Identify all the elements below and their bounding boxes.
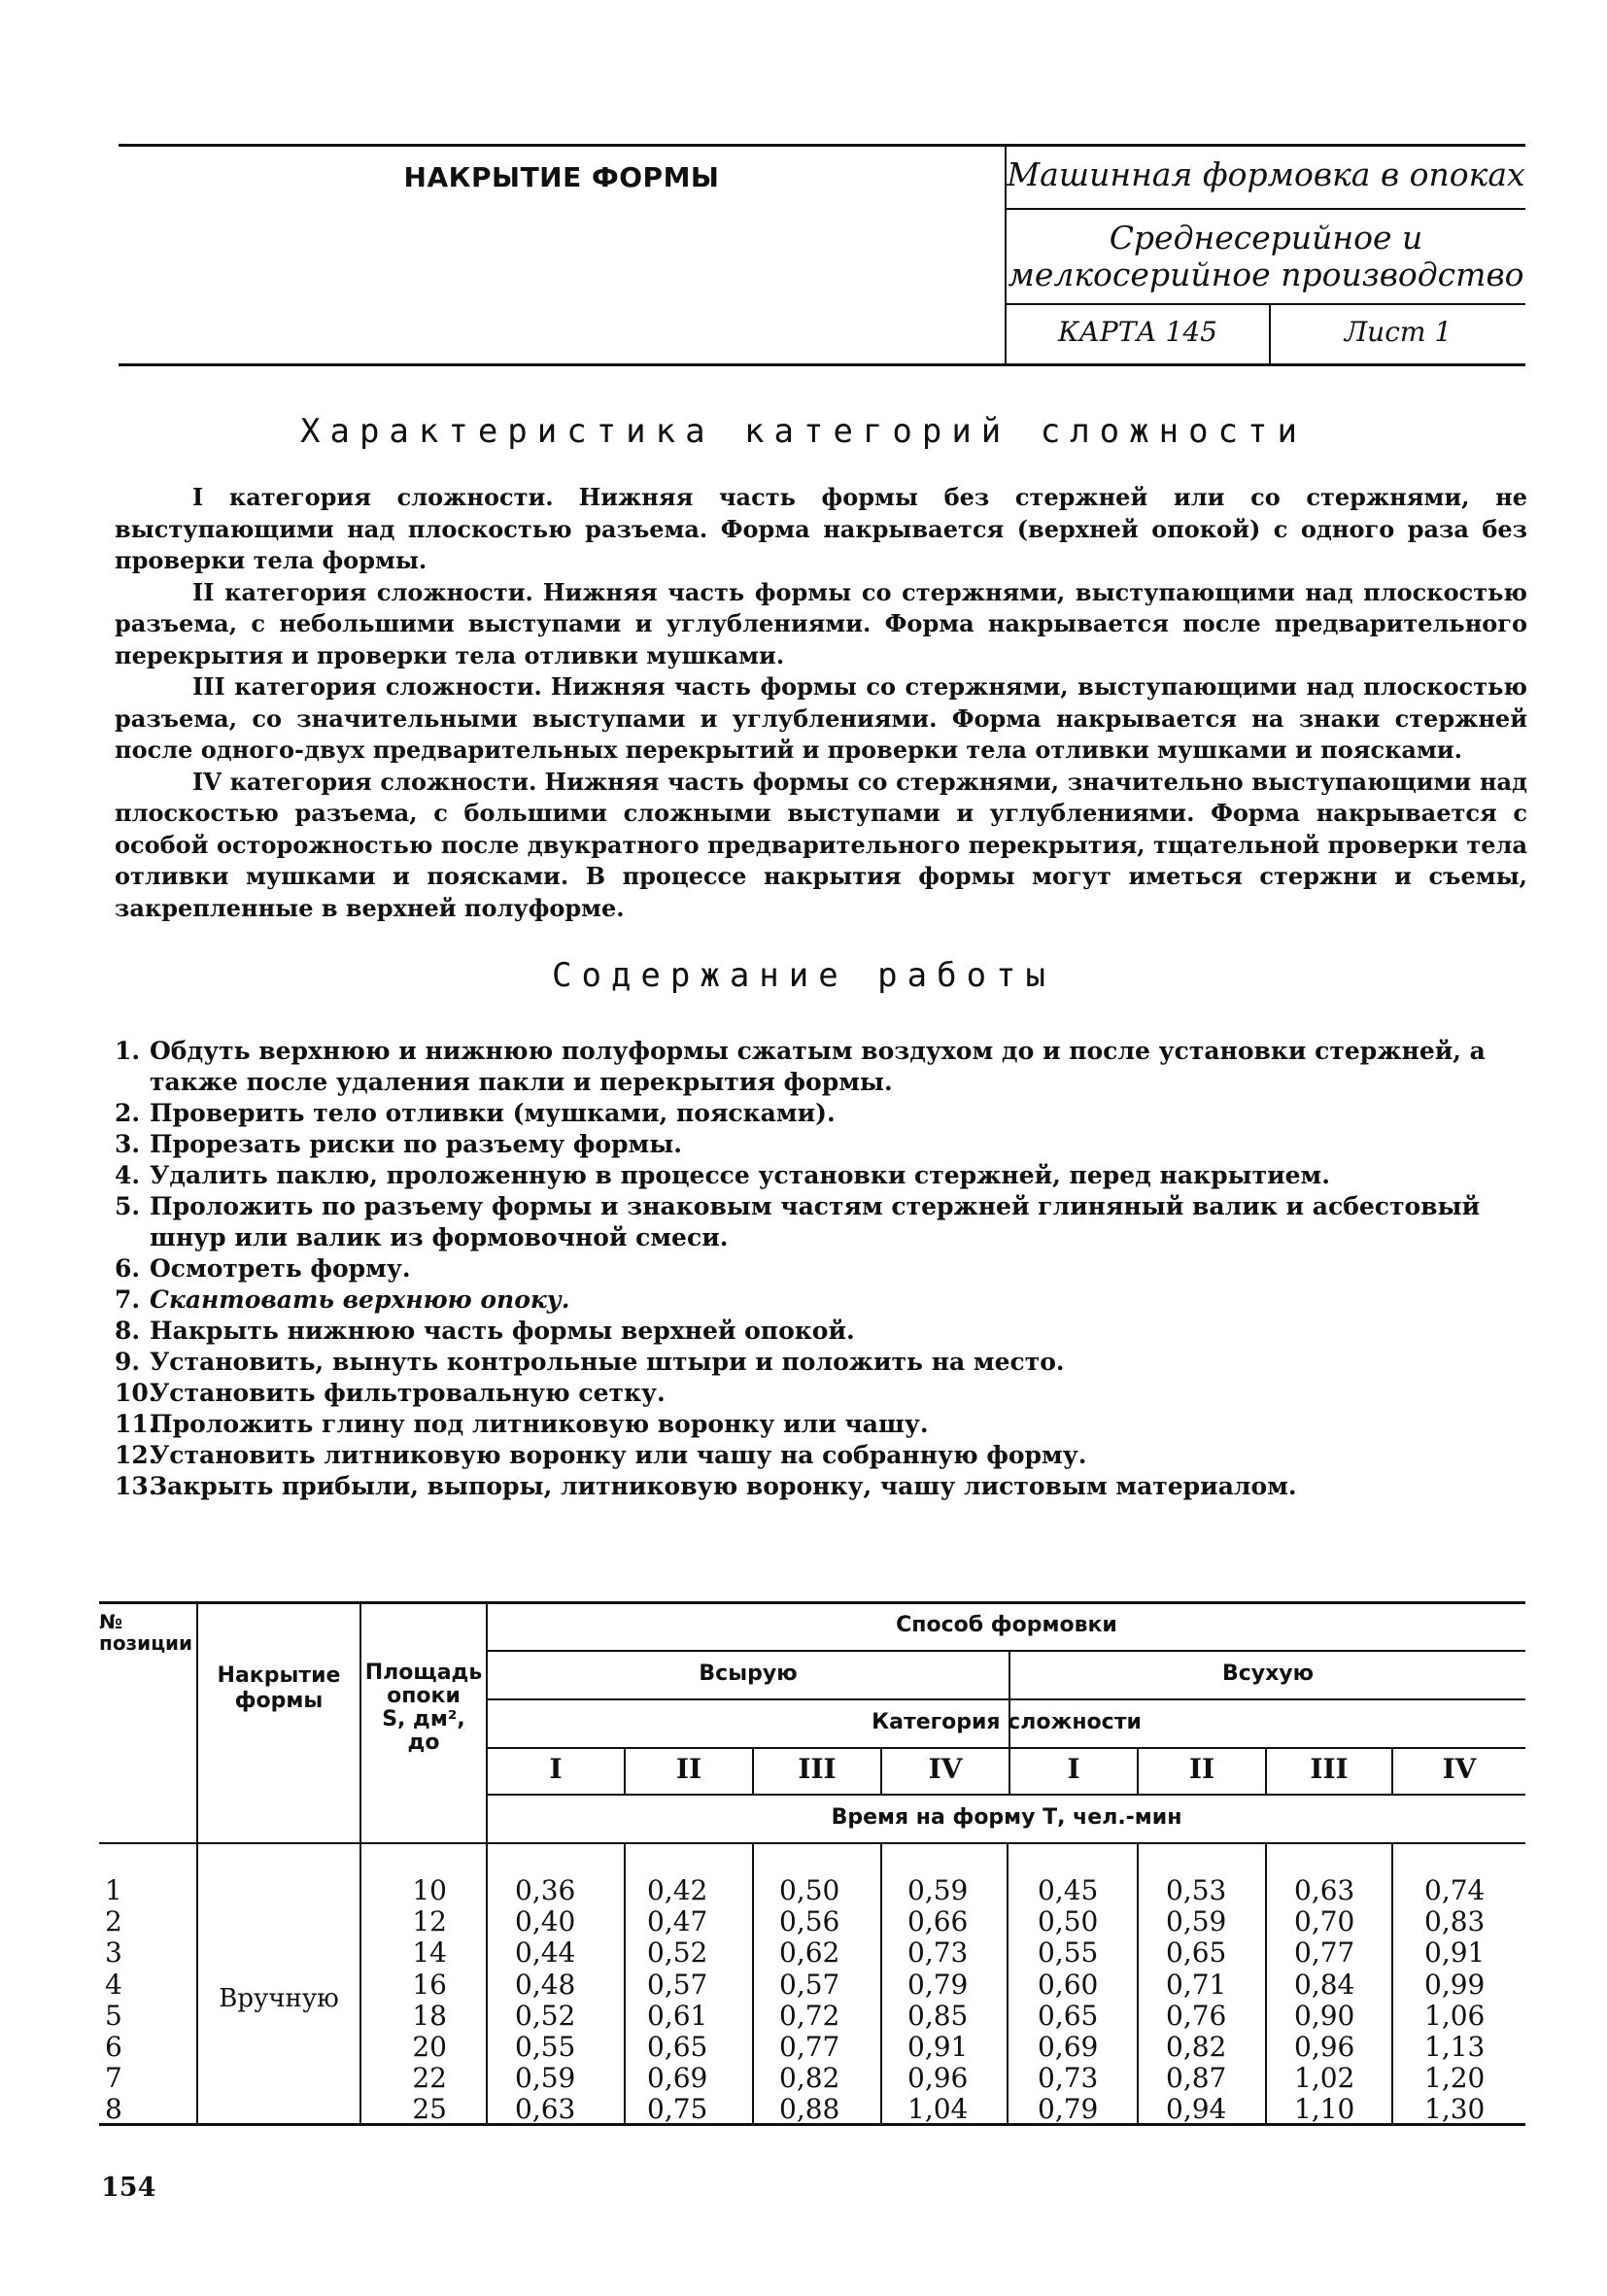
table-cell-time: 0,77 — [779, 2031, 840, 2064]
list-item: 9. Установить, вынуть контрольные штыри и положить на место. — [115, 1348, 1065, 1376]
list-item: 10. Установить фильтровальную сетку. — [115, 1379, 666, 1407]
list-item: 5. Проложить по разъему формы и знаковым частям стержней глиняный валик и асбестовый шнур или валик из формовочной смеси. — [115, 1192, 1481, 1251]
table-cell-time: 0,77 — [1294, 1936, 1355, 1970]
table-cell-time: 0,47 — [647, 1905, 708, 1938]
area-column — [398, 1875, 447, 2126]
table-cell-time: 0,63 — [1294, 1874, 1355, 1906]
category-paragraph: II категория сложности. Нижняя часть формы со стержнями, выступающими над плоскостью разъема, с небольшими выступами и углублениями. Форма накрывается после предварительного перекрытия и проверки тела отливки мушками. — [115, 577, 1527, 669]
table-cell-time: 0,94 — [1166, 2093, 1227, 2126]
table-cell-time: 0,61 — [647, 1999, 708, 2032]
method-header: Способ формовки — [896, 1613, 1117, 1637]
table-cell-time: 0,42 — [647, 1874, 708, 1906]
value-column — [1038, 1875, 1125, 2126]
category-label: I — [549, 1753, 563, 1785]
table-cell-position: 3 — [105, 1936, 122, 1970]
column-header-area — [361, 1662, 486, 1755]
table-cell-time: 0,55 — [1038, 1936, 1099, 1970]
column-header-position: № позиции — [99, 1610, 193, 1655]
time-header: Время на форму Т, чел.-мин — [831, 1805, 1182, 1830]
table-cell-time: 0,57 — [647, 1968, 708, 2001]
table-rule — [99, 1842, 1525, 1844]
table-cell-time: 0,50 — [779, 1874, 840, 1906]
table-cell-time: 0,52 — [647, 1936, 708, 1970]
table-cell-area: 16 — [412, 1968, 447, 2001]
table-cell-time: 0,36 — [515, 1874, 576, 1906]
list-item: 1. Обдуть верхнюю и нижнюю полуформы сжатым воздухом до и после установки стержней, а также после удаления пакли и перекрытия формы. — [115, 1037, 1486, 1096]
table-cell-area: 25 — [412, 2093, 447, 2126]
table-cell-time: 0,72 — [779, 1999, 840, 2032]
category-label: II — [1188, 1753, 1215, 1785]
table-cell-time: 0,55 — [515, 2031, 576, 2064]
table-rule — [752, 1842, 754, 2124]
area-header-line: опоки — [387, 1684, 461, 1708]
table-cell-time: 0,66 — [907, 1905, 969, 1938]
table-cell-time: 0,87 — [1166, 2062, 1227, 2095]
table-cell-time: 0,79 — [1038, 2093, 1099, 2126]
table-cell-position: 7 — [105, 2062, 122, 2095]
table-cell-time: 0,73 — [1038, 2062, 1099, 2095]
categories-heading: Характеристика категорий сложности — [300, 412, 1307, 451]
production-type — [1007, 220, 1525, 293]
category-label: IV — [1442, 1753, 1477, 1785]
table-cell-time: 0,71 — [1166, 1968, 1227, 2001]
list-item: 12. Установить литниковую воронку или чашу на собранную форму. — [115, 1441, 1087, 1469]
method-label: Машинная формовка в опоках — [1007, 155, 1525, 193]
table-cell-position: 1 — [105, 1874, 122, 1906]
table-cell-time: 1,02 — [1294, 2062, 1355, 2095]
list-item: 11. Проложить глину под литниковую воронку или чашу. — [115, 1410, 929, 1438]
page-number: 154 — [101, 2173, 156, 2203]
category-label: III — [798, 1753, 837, 1785]
area-header-line: S, дм², до — [382, 1707, 465, 1755]
table-cell-area: 22 — [412, 2062, 447, 2095]
category-label: II — [675, 1753, 702, 1785]
table-cell-time: 0,60 — [1038, 1968, 1099, 2001]
value-column — [1424, 1875, 1512, 2126]
list-item: 4. Удалить паклю, проложенную в процессе установки стержней, перед накрытием. — [115, 1161, 1330, 1189]
table-cell-time: 0,74 — [1424, 1874, 1486, 1906]
value-column — [1294, 1875, 1382, 2126]
list-item: 2. Проверить тело отливки (мушками, поясками). — [115, 1099, 836, 1127]
category-label: III — [1310, 1753, 1349, 1785]
table-rule — [488, 1794, 1525, 1796]
category-paragraph: I категория сложности. Нижняя часть формы без стержней или со стержнями, не выступающими над плоскостью разъема. Форма накрывается (верхней опокой) с одного раза без проверки тела формы. — [115, 483, 1527, 574]
table-cell-position: 2 — [105, 1905, 122, 1938]
table-cell-time: 0,69 — [647, 2062, 708, 2095]
table-cell-time: 0,56 — [779, 1905, 840, 1938]
table-cell-time: 0,50 — [1038, 1905, 1099, 1938]
table-rule — [99, 1601, 1525, 1604]
table-cell-time: 0,63 — [515, 2093, 576, 2126]
table-cell-time: 0,82 — [779, 2062, 840, 2095]
table-rule — [624, 1842, 626, 2124]
table-rule — [1391, 1842, 1393, 2124]
table-cell-time: 0,62 — [779, 1936, 840, 1970]
table-cell-area: 18 — [412, 1999, 447, 2032]
table-cell-time: 0,65 — [647, 2031, 708, 2064]
cover-method-cell: Вручную — [219, 1984, 339, 2013]
table-cell-area: 20 — [412, 2031, 447, 2064]
list-item: 6. Осмотреть форму. — [115, 1254, 411, 1283]
header-block — [119, 144, 1525, 367]
value-column — [647, 1875, 735, 2126]
table-cell-time: 0,84 — [1294, 1968, 1355, 2001]
list-item: 7. Скантовать верхнюю опоку. — [115, 1285, 570, 1314]
table-rule — [488, 1747, 1525, 1749]
table-cell-time: 0,99 — [1424, 1968, 1486, 2001]
table-cell-area: 10 — [412, 1874, 447, 1906]
table-cell-time: 0,91 — [1424, 1936, 1486, 1970]
table-rule — [880, 1842, 882, 2124]
table-cell-time: 0,52 — [515, 1999, 576, 2032]
table-cell-time: 0,69 — [1038, 2031, 1099, 2064]
work-steps-list — [115, 1036, 1527, 1502]
table-cell-position: 8 — [105, 2093, 122, 2126]
table-rule — [1007, 1842, 1009, 2124]
table-cell-time: 0,73 — [907, 1936, 969, 1970]
value-column — [779, 1875, 867, 2126]
table-cell-time: 0,96 — [1294, 2031, 1355, 2064]
table-cell-time: 0,85 — [907, 1999, 969, 2032]
sheet-number: Лист 1 — [1344, 316, 1453, 348]
work-heading: Содержание работы — [552, 956, 1055, 995]
position-column — [105, 1875, 144, 2126]
wet-molding-header: Всырую — [699, 1662, 798, 1686]
table-rule — [488, 1698, 1525, 1700]
table-rule — [488, 1650, 1525, 1652]
table-cell-area: 14 — [412, 1936, 447, 1970]
table-cell-time: 0,59 — [515, 2062, 576, 2095]
table-cell-time: 0,75 — [647, 2093, 708, 2126]
table-cell-time: 1,30 — [1424, 2093, 1486, 2126]
table-cell-time: 0,96 — [907, 2062, 969, 2095]
list-item: 13. Закрыть прибыли, выпоры, литниковую воронку, чашу листовым материалом. — [115, 1472, 1297, 1500]
header-divider — [1005, 208, 1525, 210]
category-paragraph: IV категория сложности. Нижняя часть формы со стержнями, значительно выступающими над плоскостью разъема, с большими сложными выступами и углублениями. Форма накрывается с особой осторожностью после двукратного предварительного перекрытия, тщательной проверки тела отливки мушками и поясками. В процессе накрытия формы могут иметься стержни и съемы, закрепленные в верхней полуформе. — [115, 767, 1528, 922]
value-column — [907, 1875, 995, 2126]
production-line-1: Среднесерийное и — [1109, 219, 1423, 257]
column-header-cover: Накрытие формы — [217, 1663, 341, 1713]
table-cell-time: 1,04 — [907, 2093, 969, 2126]
table-cell-time: 0,83 — [1424, 1905, 1486, 1938]
table-cell-time: 0,57 — [779, 1968, 840, 2001]
table-cell-time: 0,45 — [1038, 1874, 1099, 1906]
table-cell-time: 0,59 — [1166, 1905, 1227, 1938]
table-cell-time: 0,76 — [1166, 1999, 1227, 2032]
value-column — [515, 1875, 602, 2126]
table-cell-time: 0,70 — [1294, 1905, 1355, 1938]
table-cell-time: 0,65 — [1166, 1936, 1227, 1970]
table-cell-time: 1,20 — [1424, 2062, 1486, 2095]
table-cell-time: 0,48 — [515, 1968, 576, 2001]
header-top-rule — [119, 144, 1525, 147]
table-cell-position: 4 — [105, 1968, 122, 2001]
table-cell-area: 12 — [412, 1905, 447, 1938]
header-divider — [1005, 303, 1525, 305]
table-cell-time: 0,88 — [779, 2093, 840, 2126]
table-cell-time: 0,91 — [907, 2031, 969, 2064]
card-number: КАРТА 145 — [1058, 316, 1217, 348]
norms-table — [99, 1601, 1525, 2126]
table-cell-time: 0,65 — [1038, 1999, 1099, 2032]
category-label: I — [1067, 1753, 1080, 1785]
table-cell-time: 1,06 — [1424, 1999, 1486, 2032]
page-title: НАКРЫТИЕ ФОРМЫ — [403, 161, 720, 193]
table-cell-time: 0,53 — [1166, 1874, 1227, 1906]
table-cell-position: 6 — [105, 2031, 122, 2064]
table-cell-time: 0,59 — [907, 1874, 969, 1906]
area-header-line: Площадь — [364, 1661, 483, 1685]
header-bottom-rule — [119, 363, 1525, 366]
table-rule — [1265, 1842, 1267, 2124]
table-rule — [1137, 1842, 1139, 2124]
table-cell-time: 0,79 — [907, 1968, 969, 2001]
table-cell-position: 5 — [105, 1999, 122, 2032]
table-cell-time: 0,44 — [515, 1936, 576, 1970]
value-column — [1166, 1875, 1253, 2126]
table-cell-time: 0,90 — [1294, 1999, 1355, 2032]
categories-text — [115, 482, 1527, 924]
table-cell-time: 0,40 — [515, 1905, 576, 1938]
category-paragraph: III категория сложности. Нижняя часть формы со стержнями, выступающими над плоскостью разъема, со значительными выступами и углублениями. Форма накрывается на знаки стержней после одного-двух предварительных перекрытий и проверки тела отливки мушками и поясками. — [115, 672, 1527, 764]
table-cell-time: 1,10 — [1294, 2093, 1355, 2126]
list-item: 8. Накрыть нижнюю часть формы верхней опокой. — [115, 1317, 855, 1345]
table-cell-time: 1,13 — [1424, 2031, 1486, 2064]
production-line-2: мелкосерийное производство — [1008, 256, 1524, 293]
list-item: 3. Прорезать риски по разъему формы. — [115, 1130, 683, 1158]
dry-molding-header: Всухую — [1221, 1662, 1315, 1686]
table-cell-time: 0,82 — [1166, 2031, 1227, 2064]
category-header: Категория сложности — [872, 1710, 1142, 1734]
category-label: IV — [928, 1753, 963, 1785]
